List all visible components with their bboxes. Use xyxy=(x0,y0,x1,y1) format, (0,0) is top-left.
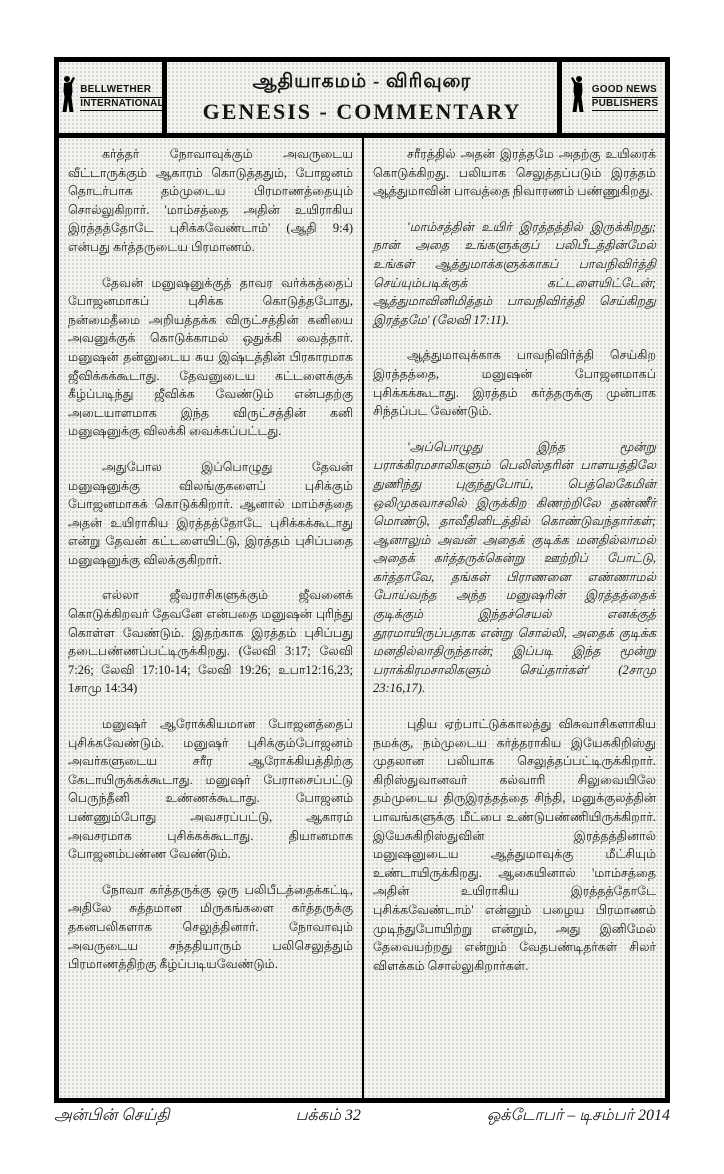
footer-publication-name: அன்பின் செய்தி xyxy=(54,1107,170,1124)
good-news-publishers-logo xyxy=(557,62,665,133)
page-title-english: GENESIS - COMMENTARY xyxy=(202,98,522,124)
paragraph: புதிய ஏற்பாட்டுக்காலத்து விசுவாசிகளாகிய நமக்கு, நம்முடைய கர்த்தராகிய இயேசுகிறிஸ்து முதலான பலியாக செலுத்தப்பட்டிருக்கிறார். கிறிஸ்துவானவர் கல்வாரி சிலுவையிலே தம்முடைய திருஇரத்தத்தை சிந்தி, மனுக்குலத்தின் பாவங்களுக்கு மீட்பை உண்டுபண்ணியிருக்கிறார். இயேசுகிறிஸ்துவின் இரத்தத்தினால் மனுஷனுடைய ஆத்துமாவுக்கு மீட்சியும் உண்டாயிருக்கிறது. ஆகையினால் 'மாம்சத்தை அதின் உயிராகிய இரத்தத்தோடே புசிக்கவேண்டாம்' என்னும் பழைய பிரமாணம் முடிந்துபோயிற்று என்றும், அது இனிமேல் தேவையற்றது என்றும் வேதபண்டிதர்கள் சிலர் விளக்கம் சொல்லுகிறார்கள். xyxy=(373,717,656,973)
page-title-tamil: ஆதியாகமம் - விரிவுரை xyxy=(252,70,472,92)
page-header xyxy=(59,62,665,138)
good-news-publishers-logo-text xyxy=(592,84,658,111)
left-column xyxy=(59,138,362,1098)
logo-line: GOOD NEWS xyxy=(592,84,658,98)
logo-line: BELLWETHER xyxy=(80,84,164,98)
paragraph: கர்த்தர் நோவாவுக்கும் அவருடைய வீட்டாருக்கும் ஆகாரம் கொடுத்ததும், போஜனம் தொடர்பாக தம்முடைய பிரமாணத்தையும் சொல்லுகிறார். 'மாம்சத்தை அதின் உயிராகிய இரத்தத்தோடே புசிக்கவேண்டாம்' (ஆதி 9:4) என்பது கர்த்தருடைய பிரமாணம். xyxy=(68,147,353,254)
paragraph: ஆத்துமாவுக்காக பாவநிவிர்த்தி செய்கிற இரத்தத்தை, மனுஷன் போஜனமாகப் புசிக்கக்கூடாது. இரத்தம் கர்த்தருக்கு முன்பாக சிந்தப்பட வேண்டும். xyxy=(373,348,656,419)
paragraph: அதுபோல இப்பொழுது தேவன் மனுஷனுக்கு விலங்குகளைப் புசிக்கும் போஜனமாகக் கொடுக்கிறார். ஆனால் மாம்சத்தை அதன் உயிராகிய இரத்தத்தோடே புசிக்கக்கூடாது என்று தேவன் கட்டளையிட்டு, இரத்தம் புசிப்பதை மனுஷனுக்கு விலக்குகிறார். xyxy=(68,459,353,567)
document-frame xyxy=(54,57,670,1103)
paragraph: தேவன் மனுஷனுக்குத் தாவர வர்க்கத்தைப் போஜனமாகப் புசிக்க கொடுத்தபோது, நன்மைதீமை அறியத்தக்க விருட்சத்தின் கனியை அவனுக்குக் கொடுக்காமல் ஒதுக்கி வைத்தார். மனுஷன் தன்னுடைய சுய இஷ்டத்தின் பிரகாரமாக ஜீவிக்கக்கூடாது. தேவனுடைய கட்டளைக்குக் கீழ்ப்படிந்து ஜீவிக்க வேண்டும் என்பதற்கு அடையாளமாக இந்த விருட்சத்தின் கனி மனுஷனுக்கு விலக்கி வைக்கப்பட்டது. xyxy=(68,275,353,439)
footer-page-number: பக்கம் 32 xyxy=(295,1107,361,1124)
paragraph: நோவா கர்த்தருக்கு ஒரு பலிபீடத்தைக்கட்டி, அதிலே சுத்தமான மிருகங்களை கர்த்தருக்கு தகனபலிகளாக செலுத்தினார். நோவாவும் அவருடைய சந்ததியாரும் பலிசெலுத்தும் பிரமாணத்திற்கு கீழ்ப்படியவேண்டும். xyxy=(68,882,353,972)
scripture-quote-paragraph: 'அப்பொழுது இந்த மூன்று பராக்கிரமசாலிகளும் பெலிஸ்தரின் பாளயத்திலே துணிந்து புகுந்துபோய், பெத்லெகேமின் ஒலிமுகவாசலில் இருக்கிற கிணற்றிலே தண்ணீர் மொண்டு, தாவீதினிடத்தில் கொண்டுவந்தார்கள்; ஆனாலும் அவன் அதைக் குடிக்க மனதில்லாமல் அதைக் கர்த்தருக்கென்று ஊற்றிப் போட்டு, கர்த்தாவே, தங்கள் பிராணனை எண்ணாமல் போய்வந்த அந்த மனுஷரின் இரத்தத்தைக் குடிக்கும் இந்தச்செயல் எனக்குத் தூரமாயிருப்பதாக என்று சொல்லி, அதைக் குடிக்க மனதில்லாதிருந்தான்; இப்படி இந்த மூன்று பராக்கிரமசாலிகளும் செய்தார்கள்' (2சாமு 23:16,17). xyxy=(373,439,656,696)
right-column xyxy=(362,138,665,1098)
page-footer xyxy=(54,1106,670,1126)
logo-line: PUBLISHERS xyxy=(592,98,658,112)
paragraph: மனுஷர் ஆரோக்கியமான போஜனத்தைப் புசிக்கவேண்டும். மனுஷர் புசிக்கும்போஜனம் அவர்களுடைய சரீர ஆரோக்கியத்திற்கு கேடாயிருக்கக்கூடாது. மனுஷர் பேராசைப்பட்டு பெருந்தீனி உண்ணக்கூடாது. போஜனம் பண்ணும்போது அவசரப்பட்டு, ஆகாரம் அவசரமாக புசிக்கக்கூடாது. தியானமாக போஜனம்பண்ண வேண்டும். xyxy=(68,717,353,862)
logo-line: INTERNATIONAL xyxy=(80,98,164,112)
bellwether-logo xyxy=(59,62,167,133)
paragraph: எல்லா ஜீவராசிகளுக்கும் ஜீவனைக் கொடுக்கிறவர் தேவனே என்பதை மனுஷன் புரிந்து கொள்ள வேண்டும். இதற்காக இரத்தம் புசிப்பது தடைபண்ணப்பட்டிருக்கிறது. (லேவி 3:17; லேவி 7:26; லேவி 17:10-14; லேவி 19:26; உபா12:16,23; 1சாமு 14:34) xyxy=(68,588,353,696)
shepherd-figure-icon xyxy=(57,75,77,120)
bellwether-logo-text xyxy=(80,84,164,111)
paragraph: சரீரத்தில் அதன் இரத்தமே அதற்கு உயிரைக் கொடுக்கிறது. பலியாக செலுத்தப்படும் இரத்தம் ஆத்துமாவின் பாவத்தை நிவாரணம் பண்ணுகிறது. xyxy=(373,147,656,199)
title-block xyxy=(167,62,557,133)
scripture-quote-paragraph: 'மாம்சத்தின் உயிர் இரத்தத்தில் இருக்கிறது; நான் அதை உங்களுக்குப் பலிபீடத்தின்மேல் உங்கள் ஆத்துமாக்களுக்காகப் பாவநிவிர்த்தி செய்யும்படிக்குக் கட்டளையிட்டேன்; ஆத்துமாவினிமித்தம் பாவநிவிர்த்தி செய்கிறது இரத்தமே' (லேவி 17:11). xyxy=(373,219,656,327)
footer-issue-date: ஒக்டோபர் – டிசம்பர் 2014 xyxy=(486,1107,670,1124)
trumpeter-figure-icon xyxy=(569,75,589,120)
article-body xyxy=(59,138,665,1098)
